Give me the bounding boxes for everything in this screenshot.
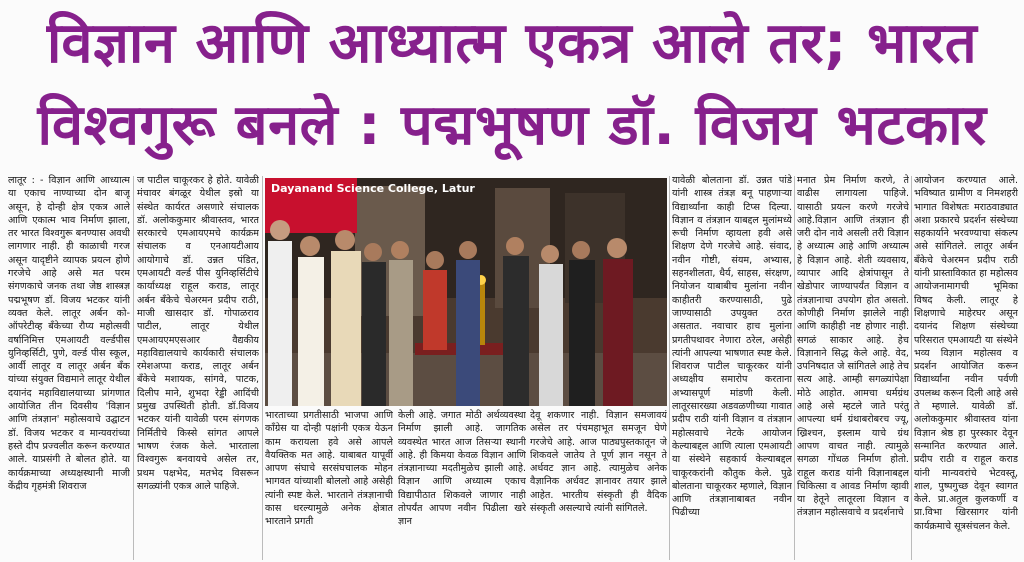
article-column-2: ज पाटील चाकूरकर हे होते. यावेळी मंचावर बंगळूर येथील इस्रो या संस्थेत कार्यरत असणारे संचालक डॉ. अलोककुमार श्रीवास्तव, भारत सरकारचे एमआयएमचे कार्यक्रम संचालक व एनआयटीआय आयोगाचे डॉ. उन्नत पंडित, एमआयटी वर्ल्ड पीस युनिव्हर्सिटीचे कार्याध्यक्ष राहूल कराड, लातूर अर्बन बँकेचे चेअरमन प्रदीप राठी, माजी खासदार डॉ. गोपाळराव पाटील, लातूर येथील एमआयएमएसआर वैद्यकीय महाविद्यालयाचे कार्यकारी संचालक रमेशअप्पा कराड, लातूर अर्बन बँकेचे मशायक, सांगवे, पाटक, दिलीप माने, शुभदा रेड्डी आदिंची प्रमुख उपस्थिती होती. डॉ.विजय भटकर यांनी यावेळी परम संगणक निर्मितीचे किस्से सांगत आपले भाषण रंजक केले. भारताला विश्वगुरू बनवायचे असेल तर, प्रथम पक्षभेद, मतभेद विसरून सगळ्यांनी एकत्र आले पाहिजे. (137, 175, 259, 492)
article-column-8: आयोजन करण्यात आले. भविष्यात ग्रामीण व निमशहरी भागात विशेषतः मराठवाड्यात अशा प्रकारचे प्रदर्शन संस्थेच्या सहकार्याने भरवण्याचा संकल्प असे सांगितले. लातूर अर्बन बँकेचे चेअरमन प्रदीप राठी यांनी प्रास्ताविकात हा महोत्सव आयोजनामागची भूमिका विषद केली. लातूर हे शिक्षणाचे माहेरघर असून दयानंद शिक्षण संस्थेच्या परिसरात एमआयटी या संस्थेने भव्य विज्ञान महोत्सव व प्रदर्शन आयोजित करून विद्यार्थ्यांना नवीन पर्वणी उपलब्ध करून दिली आहे असे ते म्हणाले. यावेळी डॉ. अलोककुमार श्रीवास्तव यांना विज्ञान श्रेष्ठ हा पुरस्कार देवून सन्मानित करण्यात आले. प्रदीप राठी व राहूल कराड यांनी मान्यवरांचे भेटवस्तू, शाल, पुष्पगुच्छ देवून स्वागत केले. प्रा.अतुल कुलकर्णी व प्रा.विभा खिरसागर यांनी कार्यक्रमाचे सूत्रसंचलन केले. (914, 175, 1018, 532)
column-divider (794, 176, 795, 560)
article-column-7: मनात प्रेम निर्माण करणे, ते वाढीस लागायला पाहिजे. यासाठी प्रयत्न करणे गरजेचे आहे.विज्ञान आणि तंत्रज्ञान ही जरी दोन नावे असली तरी विज्ञान हे अध्यात्म आहे आणि अध्यात्म हे विज्ञान आहे. शेती व्यवसाय, व्यापार आदि क्षेत्रांपासून ते खेडोपार जाण्यापर्यंत विज्ञान व तंत्रज्ञानाचा उपयोग होत असतो. कोणीही निर्माण झालेले नाही आणि काहीही नष्ट होणार नाही. सगळं साकार आहे. हेच विज्ञानाने सिद्ध केले आहे. वेद, उपनिषदात जे सांगितले आहे तेच सत्य आहे. आम्ही सगळ्यांपेक्षा मोठे आहोत. आमचा धर्मग्रंथ आहे असे म्हटले जाते परंतु आपल्या धर्म ग्रंथाबरोबरच ज्यू, ख्रिश्चन, इस्लाम याचे ग्रंथ आपण वाचत नाही. त्यामुळे सगळा गोंधळ निर्माण होतो. राहूल कराड यांनी विज्ञानाबद्दल चिकित्सा व आवड निर्माण व्हावी या हेतूने लातूरला विज्ञान व तंत्रज्ञान महोत्सवाचे व प्रदर्शनाचे (797, 175, 909, 519)
column-divider (911, 176, 912, 560)
article-column-3: भारताच्या प्रगतीसाठी भाजपा आणि काँग्रेस या दोन्ही पक्षांनी एकत्र येऊन काम करायला हवे असे आपले वैयक्तिक मत आहे. याबाबत यापूर्वी आपण संघाचे सरसंघचालक मोहन भागवत यांच्याशी बोललो आहे असेही त्यांनी स्पष्ट केले. भारताने तंत्रज्ञानाची कास धरल्यामुळे अनेक क्षेत्रात भारताने प्रगती (265, 410, 393, 528)
column-divider (133, 176, 134, 560)
article-column-4: केली आहे. जगात मोठी अर्थव्यवस्था निर्माण झाली आहे. जागतिक व्यवस्थेत भारत आज तिसऱ्या स्थानी आहे. ही किमया केवळ विज्ञान आणि तंत्रज्ञानाच्या मदतीमुळेच झाली आहे. विज्ञान आणि अध्यात्म एकाच विद्यापीठात शिकवले जाणार नाही तोपर्यंत आपण नवीन पिढीला खरे ज्ञान (398, 410, 526, 528)
event-photo-illustration (265, 178, 667, 406)
headline-line-2: विश्वगुरू बनले : पद्मभूषण डॉ. विजय भटकार (37, 93, 987, 158)
event-photo (265, 178, 667, 406)
column-divider (669, 176, 670, 560)
article-column-5-lower: देवू शकणार नाही. विज्ञान समजावयं असेल तर पंचमहाभूत समजून घेणे गरजेचे आहे. आज पाठ्यपुस्तकातून जे शिकवले जातेय ते पूर्ण ज्ञान नसून ते अर्धवट ज्ञान आहे. त्यामुळेच अनेक वैज्ञानिक अर्धवट ज्ञानावर तयार झाले आहेत. भारतीय संस्कृती ही वैदिक संस्कृती असल्याचे त्यांनी सांगितले. (530, 410, 667, 515)
banner-text: Dayanand Science College, Latur (271, 182, 475, 195)
article-column-6: यावेळी बोलताना डॉ. उन्नत पांडे यांनी शास्त्र तंत्रज्ञ बनू पाहणाऱ्या विद्यार्थ्यांना काही टिप्स दिल्या. विज्ञान व तंत्रज्ञान याबद्दल मुलांमध्ये रूची निर्माण व्हायला हवी असे शिक्षण देणे गरजेचे आहे. संवाद, नवीन गोष्टी, संयम, अभ्यास, सहनशीलता, धैर्य, साहस, संरक्षण, नियोजन याबाबीच मुलांना नवीन काहीतरी करण्यासाठी, पुढे जाण्यासाठी उपयुक्त ठरत असतात. नवाचार हाच मुलांना प्रगतीपथावर नेणारा ठरेल, असेही त्यांनी आपल्या भाषणात स्पष्ट केले. शिवराज पाटील चाकूरकर यांनी अध्यक्षीय समारोप करताना अभ्यासपूर्ण मांडणी केली. लातूरसारख्या अडवळणीच्या गावात प्रदीप राठी यांनी विज्ञान व तंत्रज्ञान महोत्सवाचे नेटके आयोजन केल्याबद्दल आणि त्याला एमआयटी या संस्थेने सहकार्य केल्याबद्दल चाकूरकरांनी कौतुक केले. पुढे बोलताना चाकूरकर म्हणाले, विज्ञान आणि तंत्रज्ञानाबाबत नवीन पिढीच्या (672, 175, 792, 519)
headline-line-1: विज्ञान आणि आध्यात्म एकत्र आले तर; भारत (46, 11, 978, 76)
article-column-1: लातूर : - विज्ञान आणि आध्यात्म या एकाच नाण्याच्या दोन बाजू असून, हे दोन्ही क्षेत्र एकत्र आले आणि एकात्म भाव निर्माण झाला, तर भारत विश्वगुरू बनण्यास अवधी लागणार नाही. ही काळाची गरज असून यादृष्टीने व्यापक प्रयत्न होणे गरजेचे आहे असे मत परम संगणकाचे जनक तथा जेष्ठ शास्त्रज्ञ पद्मभूषण डॉ. विजय भटकर यांनी व्यक्त केले. लातूर अर्बन को-ऑपरेटीव्ह बँकेच्या रौप्य महोत्सवी वर्षानिमित्त एमआयटी वर्ल्डपीस युनिव्हर्सिटी, पुणे, वर्ल्ड पीस स्कूल, आर्वी लातूर व लातूर अर्बन बँक यांच्या संयुक्त विद्यमाने लातूर येथील दयानंद महाविद्यालयाच्या प्रांगणात आयोजित तीन दिवसीय 'विज्ञान आणि तंत्रज्ञान' महोत्सवाचे उद्घाटन डॉ. विजय भटकर व मान्यवरांच्या हस्ते दीप प्रज्वलीत करून करण्यात आले. याप्रसंगी ते बोलत होते. या कार्यक्रमाच्या अध्यक्षस्थानी माजी केंद्रीय गृहमंत्री शिवराज (8, 175, 130, 492)
column-divider (262, 176, 263, 560)
